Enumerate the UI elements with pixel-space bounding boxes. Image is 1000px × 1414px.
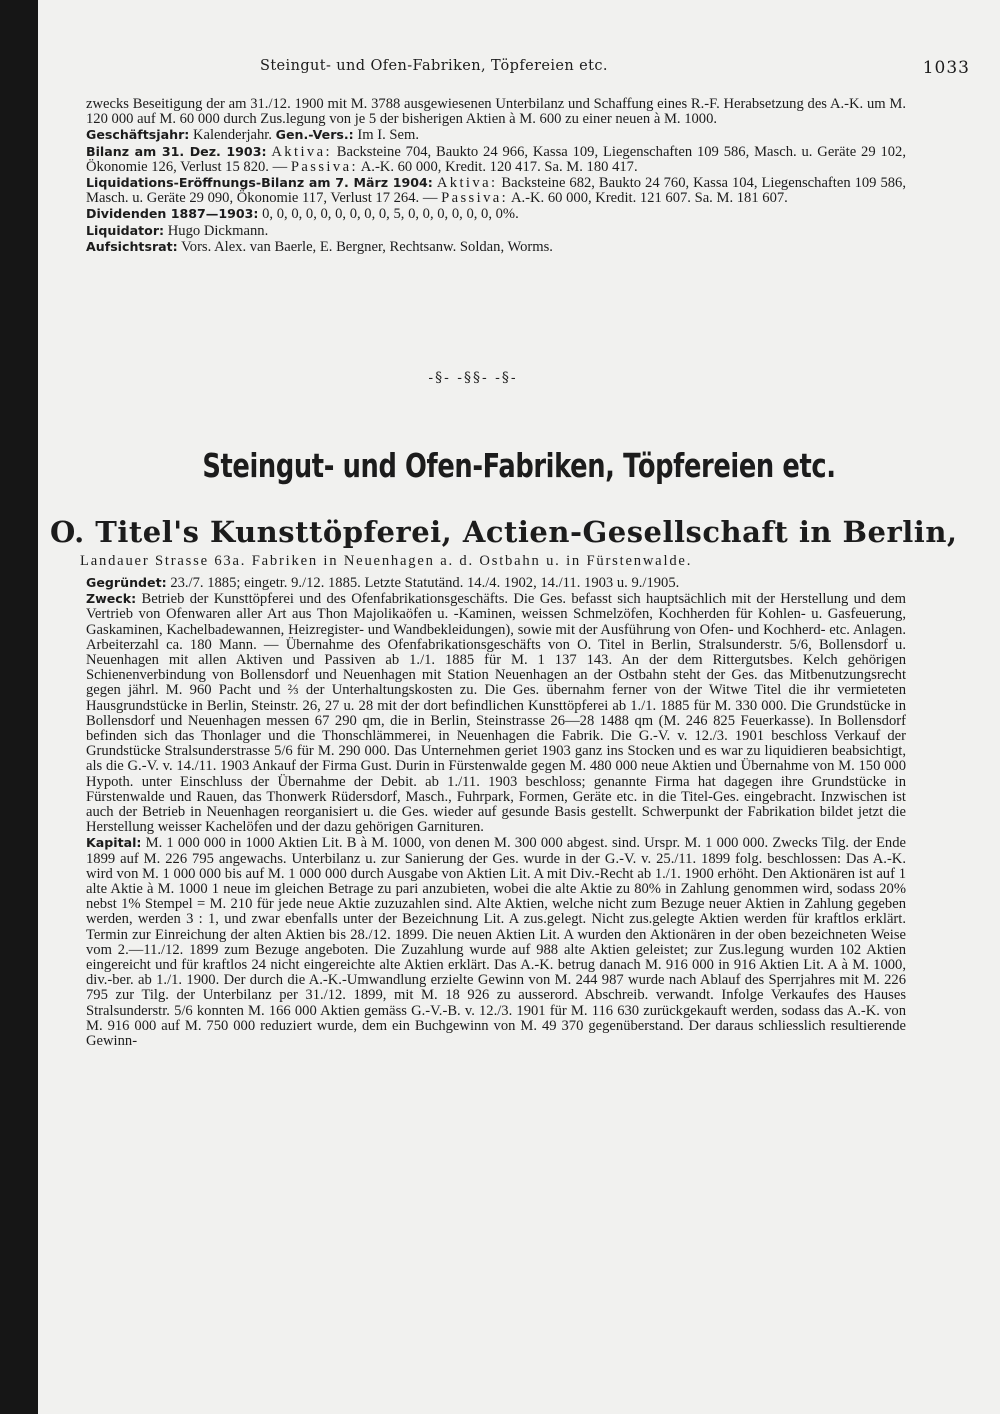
dividenden-label: Dividenden 1887—1903: bbox=[86, 206, 259, 222]
document-page bbox=[38, 0, 1000, 1414]
bilanz-label: Bilanz am 31. Dez. 1903: bbox=[86, 143, 267, 159]
gegruendet-paragraph: Gegründet: 23./7. 1885; eingetr. 9./12. 1885. Letzte Statutänd. 14./4. 1902, 14./11. 1903 u. 9./1905. bbox=[86, 575, 680, 591]
liquidator-label: Liquidator: bbox=[86, 222, 165, 238]
previous-entry bbox=[86, 97, 906, 255]
section-title: Steingut- und Ofen-Fabriken, Töpfereien etc. bbox=[202, 446, 836, 485]
section-divider-ornament: -§- -§§- -§- bbox=[428, 370, 518, 386]
running-header bbox=[38, 58, 1000, 82]
liquidation-label: Liquidations-Eröffnungs-Bilanz am 7. März 1904: bbox=[86, 175, 433, 191]
gegruendet-label: Gegründet: bbox=[86, 575, 167, 590]
geschaeftsjahr-label: Geschäftsjahr: bbox=[86, 127, 190, 143]
zweck-paragraph: Zweck: Betrieb der Kunsttöpferei und des Ofenfabrikationsgeschäfts. Die Ges. befasst sich hauptsächlich mit der Herstellung und dem Vertrieb von Ofenwaren aller Art aus Thon Majolikaöfen u. -Kaminen, weissen Schmelzöfen, Kochherden für Kohlen- u. Gasfeuerung, Gaskaminen, Kachelbadewannen, Heizregister- und Wandbekleidungen), sowie mit der Ausführung von Ofen- und Kochherd- etc. Anlagen. Arbeiterzahl ca. 180 Mann. — Übernahme des Ofenfabrikationsgeschäfts von O. Titel in Berlin, Stralsunderstr. 5/6, Bollensdorf u. Neuenhagen mit allen Aktiven und Passiven ab 1./1. 1885 für M. 1 137 143. An der dem Rittergutsbes. Kelch gehörigen Schienenverbindung von Bollensdorf und Neuenhagen mit Station Neuenhagen an der Ostbahn steht der Ges. das Mitbenutzungsrecht gegen jährl. M. 960 Pacht und ⅔ der Unterhaltungskosten zu. Die Ges. übernahm ferner von der Witwe Titel die ihr vermieteten Hausgrundstücke in Berlin, Steinstr. 26, 27 u. 28 mit der dort befindlichen Kunsttöpferei ab 1./1. 1885 für M. 330 000. Die Grundstücke in Bollensdorf und Neuenhagen messen 67 290 qm, die in Berlin, Steinstrasse 26—28 1488 qm (M. 246 825 Feuerkasse). In Bollensdorf befinden sich das Thonlager und die Thonschlämmerei, in Neuenhagen die Fabrik. Die G.-V. v. 12./3. 1901 beschloss Verkauf der Grundstücke Stralsunderstrasse 5/6 für M. 290 000. Das Unternehmen geriet 1903 ganz ins Stocken und es war zu liquidieren beabsichtigt, als die G.-V. v. 14./11. 1903 Ankauf der Firma Gust. Durin in Fürstenwalde gegen M. 480 000 neue Aktien und Übernahme von M. 150 000 Hypoth. unter Einschluss der Übernahme der Debit. ab 1./11. 1903 beschloss; genannte Firma hat dagegen ihre Grundstücke in Fürstenwalde und Rauen, das Thonwerk Rüdersdorf, Masch., Fuhrpark, Formen, Geräte etc. in die Titel-Ges. eingebracht. Inzwischen ist auch der Betrieb in Neuenhagen reorganisiert u. die Ges. wieder auf gesunde Basis gestellt. Schwerpunkt der Fabrikation bildet jetzt die Herstellung weisser Kachelöfen und der dazu gehörigen Garnituren. bbox=[86, 591, 906, 836]
bilanz-paragraph: Bilanz am 31. Dez. 1903: Aktiva: Backsteine 704, Baukto 24 966, Kassa 109, Liegenschaften 109 586, Masch. u. Geräte 29 102, Ökonomie 126, Verlust 15 820. — Passiva: A.-K. 60 000, Kredit. 120 417. Sa. M. 180 417. bbox=[86, 143, 906, 175]
liquidation-paragraph: Liquidations-Eröffnungs-Bilanz am 7. März 1904: Aktiva: Backsteine 682, Baukto 24 760, Kassa 104, Liegenschaften 109 586, Masch. u. Geräte 29 090, Ökonomie 117, Verlust 17 264. — Passiva: A.-K. 60 000, Kredit. 121 607. Sa. M. 181 607. bbox=[86, 175, 906, 207]
page-number: 1033 bbox=[922, 58, 970, 78]
kapital-label: Kapital: bbox=[86, 835, 142, 851]
previous-entry-intro: zwecks Beseitigung der am 31./12. 1900 mit M. 3788 ausgewiesenen Unterbilanz und Schaffung eines R.-F. Herabsetzung des A.-K. um M. 120 000 auf M. 60 000 durch Zus.legung von je 5 der bisherigen Aktien à M. 600 zu einer neuen à M. 1000. bbox=[86, 96, 906, 128]
company-address: Landauer Strasse 63a. Fabriken in Neuenhagen a. d. Ostbahn u. in Fürstenwalde. bbox=[80, 553, 693, 569]
zweck-label: Zweck: bbox=[86, 591, 137, 607]
dividenden-line: Dividenden 1887—1903: 0, 0, 0, 0, 0, 0, 0, 0, 0, 5, 0, 0, 0, 0, 0, 0, 0%. bbox=[86, 206, 519, 223]
geschaeftsjahr-line: Geschäftsjahr: Kalenderjahr. Gen.-Vers.: Im I. Sem. bbox=[86, 127, 420, 144]
company-entry bbox=[86, 575, 906, 1049]
liquidator-line: Liquidator: Hugo Dickmann. bbox=[86, 222, 269, 239]
running-title: Steingut- und Ofen-Fabriken, Töpfereien etc. bbox=[260, 58, 608, 74]
company-name: O. Titel's Kunsttöpferei, Actien-Gesellschaft in Berlin, bbox=[50, 515, 958, 549]
aufsichtsrat-line: Aufsichtsrat: Vors. Alex. van Baerle, E. Bergner, Rechtsanw. Soldan, Worms. bbox=[86, 238, 553, 255]
aufsichtsrat-label: Aufsichtsrat: bbox=[86, 238, 178, 254]
kapital-paragraph: Kapital: M. 1 000 000 in 1000 Aktien Lit. B à M. 1000, von denen M. 300 000 abgest. sind. Urspr. M. 1 000 000. Zwecks Tilg. der Ende 1899 auf M. 226 795 angewachs. Unterbilanz u. zur Sanierung der Ges. wurde in der G.-V. v. 25./11. 1899 folg. beschlossen: Das A.-K. wird von M. 1 000 000 bis auf M. 1 000 000 durch Ausgabe von Aktien Lit. A mit Div.-Recht ab 1./1. 1900 erhöht. Den Aktionären ist auf 1 alte Aktie à M. 1000 1 neue im gleichen Betrage zu pari anzubieten, wobei die alte Aktie zu 80% in Zahlung genommen wird, sodass 20% nebst 1% Stempel = M. 210 für jede neue Aktie zuzuzahlen sind. Alte Aktien, welche nicht zum Bezuge neuer Aktien in Zahlung gegeben werden, werden 3 : 1, und zwar ebenfalls unter der Bezeichnung Lit. A zus.gelegt. Nicht zus.gelegte Aktien werden für kraftlos erklärt. Termin zur Einreichung der alten Aktien bis 28./12. 1899. Die neuen Aktien Lit. A wurden den Aktionären in der oben bezeichneten Weise vom 2.—11./12. 1899 zum Bezuge angeboten. Die Zuzahlung wurde auf 988 alte Aktien geleistet; zur Zus.legung wurden 102 Aktien eingereicht und für kraftlos 24 nicht eingereichte alte Aktien erklärt. Das A.-K. betrug danach M. 916 000 in 916 Aktien Lit. A à M. 1000, div.-ber. ab 1./1. 1900. Der durch die A.-K.-Umwandlung erzielte Gewinn von M. 244 987 wurde nach Ablauf des Sperrjahres mit M. 226 795 zur Tilg. der Unterbilanz per 31./12. 1899, mit M. 18 926 zu ausserord. Abschreib. verwandt. Infolge Verkaufes des Hauses Stralsunderstr. 5/6 konnten M. 166 000 Aktien gemäss G.-V.-B. v. 12./3. 1901 für M. 116 630 zurückgekauft werden, sodass das A.-K. von M. 916 000 auf M. 750 000 reduziert wurde, dem ein Buchgewinn von M. 49 370 gegenüberstand. Der daraus schliesslich resultierende Gewinn- bbox=[86, 835, 906, 1050]
genvers-label: Gen.-Vers.: bbox=[275, 127, 354, 143]
